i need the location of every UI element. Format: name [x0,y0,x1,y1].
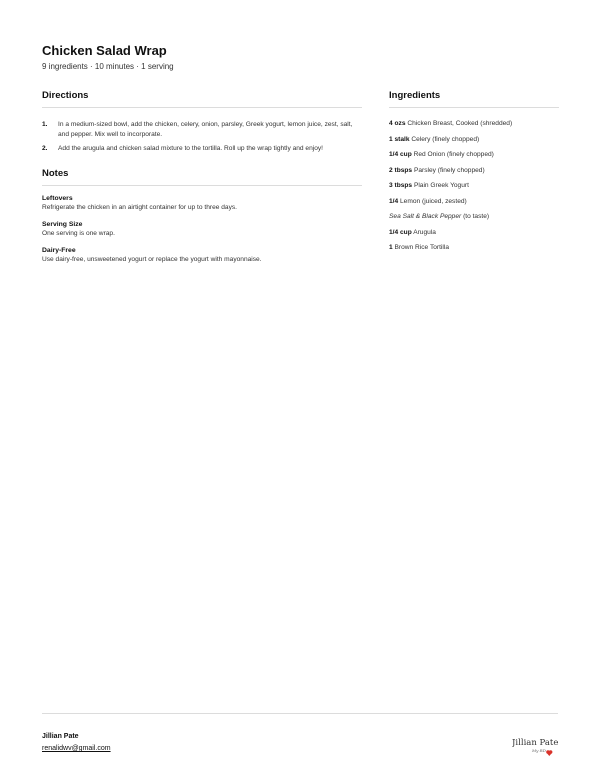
step-text: In a medium-sized bowl, add the chicken, celery, onion, parsley, Greek yogurt, lemon juice, zest, salt, and pepper. Mix well to incorporate. [58,121,353,138]
ingredient-amount: 3 tbsps [389,182,413,189]
note-text: One serving is one wrap. [42,230,115,237]
note-title: Leftovers [42,195,73,202]
left-column [42,90,362,264]
ingredient-amount: 1/4 cup [389,151,412,158]
direction-step [42,120,362,140]
note-item [42,220,362,238]
ingredient-amount: 1 [389,244,393,251]
brand-logo [512,735,560,759]
recipe-title: Chicken Salad Wrap [42,43,167,58]
ingredients-list [389,120,559,252]
ingredient-name: Sea Salt & Black Pepper [389,213,462,220]
ingredient-name: Brown Rice Tortilla [394,244,449,251]
ingredient-name: Plain Greek Yogurt [413,182,469,189]
note-item [42,246,362,264]
ingredient-note: (to taste) [463,213,490,220]
note-text: Use dairy-free, unsweetened yogurt or replace the yogurt with mayonnaise. [42,256,262,263]
notes-heading: Notes [42,168,362,186]
step-text: Add the arugula and chicken salad mixture to the tortilla. Roll up the wrap tightly and enjoy! [58,145,324,152]
ingredient-name: Lemon (juiced, zested) [400,197,467,205]
directions-heading: Directions [42,90,362,108]
step-number: 1. [42,121,48,128]
note-title: Dairy-Free [42,247,76,254]
note-title: Serving Size [42,221,83,228]
ingredient-amount: 2 tbsps [389,166,413,174]
author-name: Jillian Pate [42,733,79,740]
direction-step [42,144,362,154]
step-number: 2. [42,145,48,152]
right-column [389,90,559,260]
ingredient-name: Arugula [413,228,436,236]
footer-divider [42,713,558,714]
directions-list [42,120,362,154]
ingredients-heading: Ingredients [389,90,559,108]
ingredient-item [389,167,559,175]
note-item [42,194,362,212]
logo-text: Jillian Pate [512,738,559,748]
author-email-link[interactable]: renalidwv@gmail.com [42,745,111,752]
ingredient-item [389,244,559,252]
ingredient-item [389,120,559,128]
ingredient-item [389,213,559,221]
ingredient-amount: 4 ozs [389,120,406,127]
ingredient-item [389,136,559,144]
ingredient-item [389,229,559,237]
note-text: Refrigerate the chicken in an airtight container for up to three days. [42,204,237,211]
ingredient-name: Parsley (finely chopped) [413,166,485,174]
ingredient-amount: 1/4 cup [389,228,412,236]
recipe-meta: 9 ingredients · 10 minutes · 1 serving [42,62,174,71]
ingredient-item [389,182,559,190]
ingredient-name: Chicken Breast, Cooked (shredded) [407,120,513,127]
logo-subtext: My RD [532,748,546,753]
ingredient-name: Celery (finely chopped) [411,135,480,143]
ingredient-amount: 1/4 [389,197,399,205]
ingredient-amount: 1 stalk [389,135,410,143]
ingredient-item [389,151,559,159]
ingredient-item [389,198,559,206]
ingredient-name: Red Onion (finely chopped) [413,151,494,158]
logo-heart-icon [546,750,552,756]
logo-accent-shape [546,753,552,756]
